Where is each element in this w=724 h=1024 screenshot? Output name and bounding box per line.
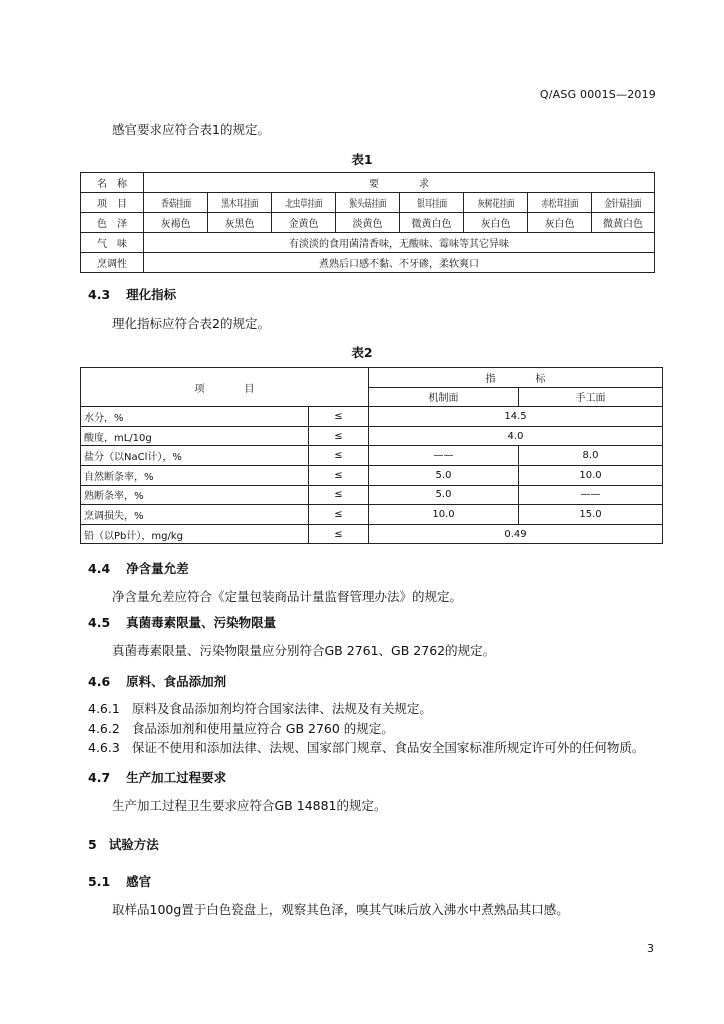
- section-4-3-text: 理化指标应符合表2的规定。: [112, 316, 270, 331]
- table-cell: 5.0: [369, 485, 519, 505]
- section-number: 4.7: [88, 770, 111, 785]
- clause-text: 保证不使用和添加法律、法规、国家部门规章、食品安全国家标准所规定许可外的任何物质。: [131, 740, 645, 755]
- table-cell: ≤: [309, 446, 369, 466]
- table-row: [81, 253, 655, 273]
- section-title: 感官: [126, 874, 152, 889]
- table-cell: ——: [369, 446, 519, 466]
- table-cell: 项 目: [81, 193, 144, 213]
- table-row: [81, 524, 663, 544]
- table-row: [81, 193, 655, 213]
- section-5-heading: [88, 835, 159, 853]
- table-cell: ——: [519, 485, 663, 505]
- table-cell: 名 称: [81, 173, 144, 193]
- section-4-5-text: 真菌毒素限量、污染物限量应分别符合GB 2761、GB 2762的规定。: [112, 643, 496, 658]
- table-cell: 手工面: [519, 387, 663, 407]
- table-cell: [400, 193, 464, 213]
- table-row: [81, 173, 655, 193]
- table-cell: 淡黄色: [336, 213, 400, 233]
- table-cell: [528, 193, 592, 213]
- page-number: 3: [647, 942, 654, 955]
- table-cell: 铅（以Pb计），mg/kg: [81, 524, 309, 544]
- section-number: 5: [88, 837, 97, 852]
- table-cell: 金黄色: [272, 213, 336, 233]
- table-cell: 煮熟后口感不黏、不牙碜，柔软爽口: [144, 253, 655, 273]
- table-cell: 灰褐色: [144, 213, 208, 233]
- table-row: [81, 233, 655, 253]
- table-cell: 盐分（以NaCl计），%: [81, 446, 309, 466]
- table-cell: [592, 193, 655, 213]
- table-1: [80, 172, 655, 273]
- table-cell: [336, 193, 400, 213]
- table-cell: 10.0: [519, 465, 663, 485]
- intro-text: 感官要求应符合表1的规定。: [112, 122, 270, 137]
- table-cell: 水分，%: [81, 407, 309, 427]
- table-cell: 灰白色: [528, 213, 592, 233]
- section-5-1-text: 取样品100g置于白色瓷盘上，观察其色泽，嗅其气味后放入沸水中煮熟品其口感。: [112, 902, 569, 917]
- table-cell: 熟断条率，%: [81, 485, 309, 505]
- cell-text: 灰树花挂面: [476, 199, 515, 210]
- table-row: [81, 407, 663, 427]
- table-row: [81, 426, 663, 446]
- cell-text: 猴头菇挂面: [348, 199, 387, 210]
- section-4-4-heading: [88, 559, 189, 577]
- section-4-6-3: [88, 738, 644, 756]
- section-title: 原料、食品添加剂: [126, 674, 227, 689]
- table-cell: 项 目: [81, 368, 369, 407]
- section-4-6-1: [88, 699, 432, 717]
- cell-text: 北虫草挂面: [284, 199, 323, 210]
- table-cell: 15.0: [519, 505, 663, 525]
- clause-number: 4.6.1: [88, 701, 120, 716]
- clause-text: 原料及食品添加剂均符合国家法律、法规及有关规定。: [131, 701, 432, 716]
- cell-text: 香菇挂面: [160, 199, 191, 210]
- cell-text: 赤松茸挂面: [540, 199, 579, 210]
- clause-number: 4.6.2: [88, 721, 120, 736]
- section-title: 净含量允差: [126, 561, 189, 576]
- table-cell: 10.0: [369, 505, 519, 525]
- table-cell: ≤: [309, 524, 369, 544]
- section-4-7-text: 生产加工过程卫生要求应符合GB 14881的规定。: [112, 798, 387, 813]
- table-cell: 灰黑色: [208, 213, 272, 233]
- clause-number: 4.6.3: [88, 740, 120, 755]
- table-cell: 灰白色: [464, 213, 528, 233]
- table-cell: 4.0: [369, 426, 663, 446]
- section-title: 真菌毒素限量、污染物限量: [126, 615, 277, 630]
- table-cell: 0.49: [369, 524, 663, 544]
- section-4-6-2: [88, 719, 394, 737]
- table-cell: 要 求: [144, 173, 655, 193]
- table-cell: 烹调损失，%: [81, 505, 309, 525]
- table-cell: 5.0: [369, 465, 519, 485]
- table-cell: [208, 193, 272, 213]
- table-cell: ≤: [309, 465, 369, 485]
- table-cell: 微黄白色: [400, 213, 464, 233]
- table-cell: ≤: [309, 407, 369, 427]
- table-cell: 指 标: [369, 368, 663, 388]
- cell-text: 黑木耳挂面: [220, 199, 259, 210]
- table-row: [81, 485, 663, 505]
- table-cell: 自然断条率，%: [81, 465, 309, 485]
- table-row: [81, 368, 663, 388]
- table-row: [81, 213, 655, 233]
- table-cell: ≤: [309, 485, 369, 505]
- table-cell: 酸度，mL/10g: [81, 426, 309, 446]
- section-title: 生产加工过程要求: [126, 770, 227, 785]
- section-5-1-heading: [88, 872, 151, 890]
- cell-text: 银耳挂面: [416, 199, 447, 210]
- table-row: [81, 465, 663, 485]
- table-cell: 有淡淡的食用菌清香味，无酸味、霉味等其它异味: [144, 233, 655, 253]
- table2-caption: 表2: [351, 345, 373, 360]
- section-4-4-text: 净含量允差应符合《定量包装商品计量监督管理办法》的规定。: [112, 589, 463, 604]
- section-4-5-heading: [88, 613, 276, 631]
- table-cell: 烹调性: [81, 253, 144, 273]
- section-number: 4.4: [88, 561, 111, 576]
- section-number: 4.5: [88, 615, 111, 630]
- cell-text: 金针菇挂面: [604, 199, 642, 210]
- document-header: Q/ASG 0001S—2019: [539, 88, 656, 101]
- table-cell: [144, 193, 208, 213]
- table-2: [80, 367, 663, 544]
- clause-text: 食品添加剂和使用量应符合 GB 2760 的规定。: [131, 721, 394, 736]
- section-title: 试验方法: [108, 837, 159, 852]
- table-cell: 机制面: [369, 387, 519, 407]
- table-cell: 色 泽: [81, 213, 144, 233]
- table-cell: 8.0: [519, 446, 663, 466]
- section-4-3-heading: [88, 285, 176, 303]
- section-number: 5.1: [88, 874, 111, 889]
- table-row: [81, 446, 663, 466]
- section-4-7-heading: [88, 768, 226, 786]
- table-cell: [464, 193, 528, 213]
- table-cell: 14.5: [369, 407, 663, 427]
- table-cell: 微黄白色: [592, 213, 655, 233]
- section-4-6-heading: [88, 672, 226, 690]
- table-cell: 气 味: [81, 233, 144, 253]
- section-title: 理化指标: [126, 287, 177, 302]
- table-row: [81, 505, 663, 525]
- table1-caption: 表1: [351, 152, 373, 167]
- table-cell: [272, 193, 336, 213]
- table-cell: ≤: [309, 505, 369, 525]
- table-cell: ≤: [309, 426, 369, 446]
- section-number: 4.3: [88, 287, 111, 302]
- section-number: 4.6: [88, 674, 111, 689]
